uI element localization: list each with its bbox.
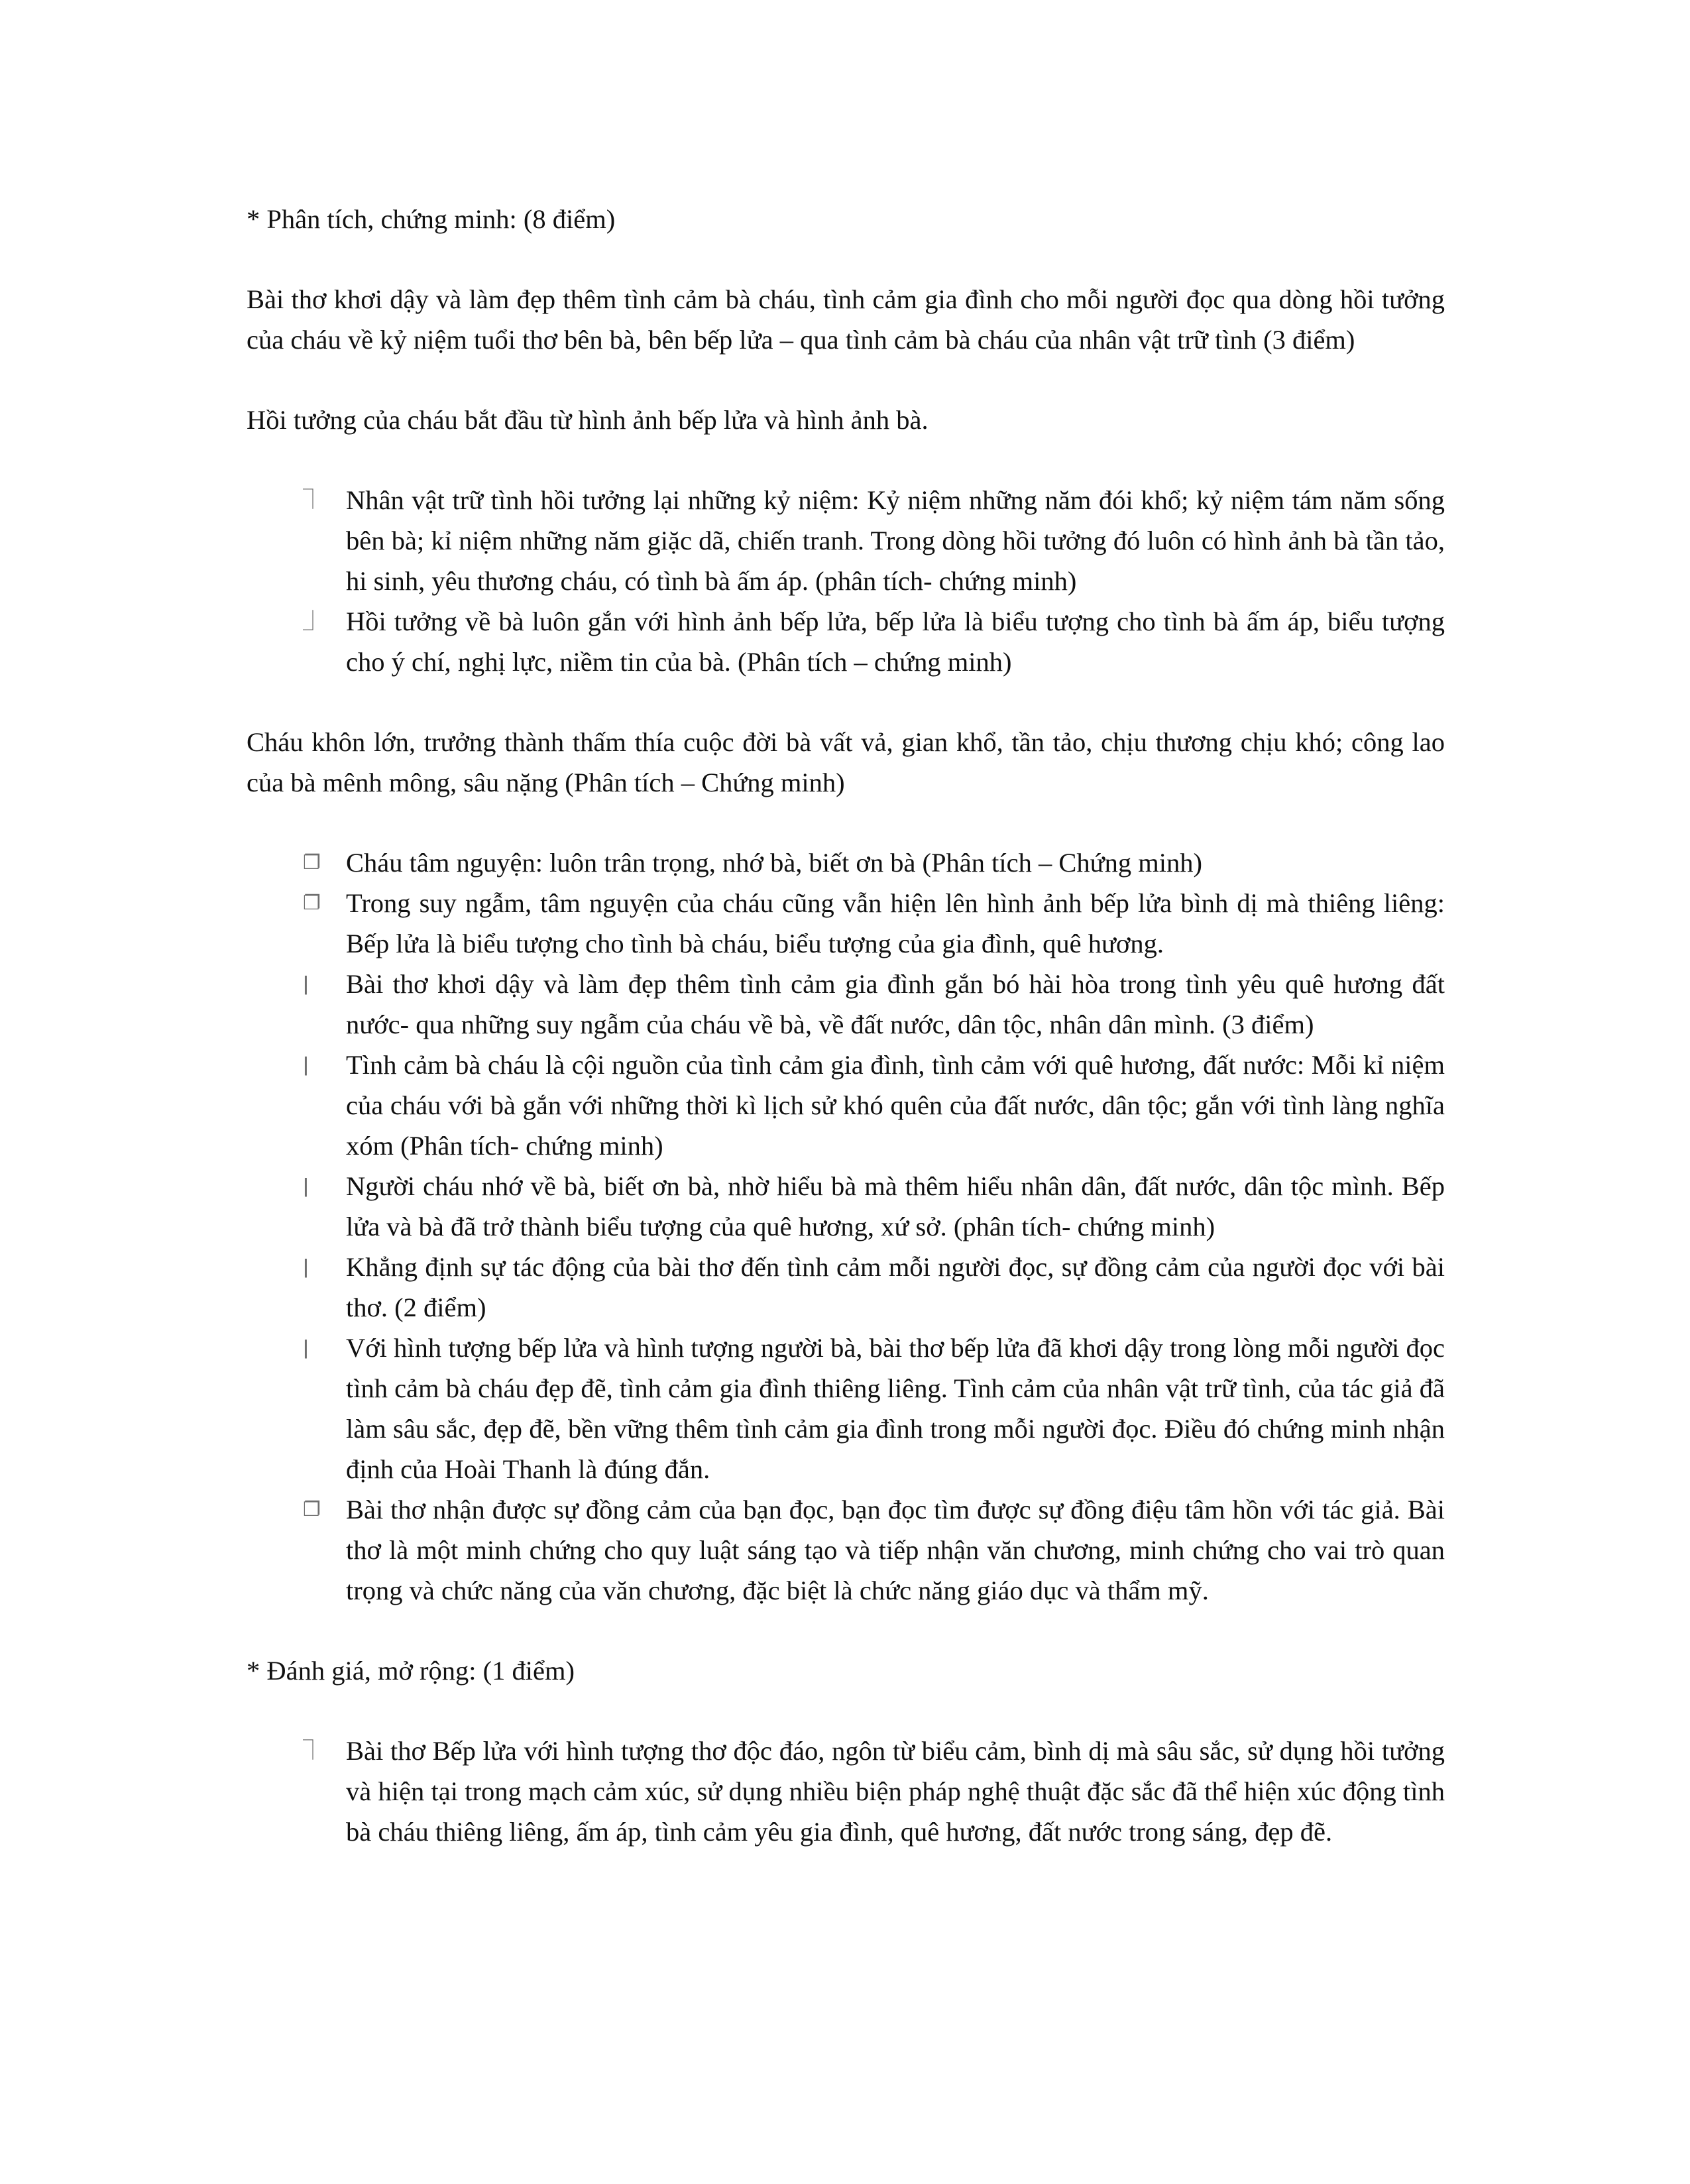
grown-bullet-list — [247, 842, 1445, 1611]
list-item-text: Trong suy ngẫm, tâm nguyện của cháu cũng vẫn hiện lên hình ảnh bếp lửa bình dị mà thiêng liêng: Bếp lửa là biểu tượng cho tình bà cháu, biểu tượng của gia đình, quê hương. — [346, 888, 1445, 958]
list-item — [303, 1489, 1445, 1611]
list-item-text: Bài thơ Bếp lửa với hình tượng thơ độc đáo, ngôn từ biểu cảm, bình dị mà sâu sắc, sử dụng hồi tưởng và hiện tại trong mạch cảm xúc, sử dụng nhiều biện pháp nghệ thuật đặc sắc đã thể hiện xúc động tình bà cháu thiêng liêng, ấm áp, tình cảm yêu gia đình, quê hương, đất nước trong sáng, đẹp đẽ. — [346, 1736, 1445, 1847]
vertical-bar-icon: ǀ — [303, 1255, 309, 1279]
vertical-bar-icon: ǀ — [303, 1336, 309, 1359]
list-item-text: Cháu tâm nguyện: luôn trân trọng, nhớ bà, biết ơn bà (Phân tích – Chứng minh) — [346, 848, 1202, 878]
list-item — [303, 842, 1445, 883]
list-item-text: Hồi tưởng về bà luôn gắn với hình ảnh bếp lửa, bếp lửa là biểu tượng cho tình bà ấm áp, biểu tượng cho ý chí, nghị lực, niềm tin của bà. (Phân tích – chứng minh) — [346, 606, 1445, 677]
recall-intro-paragraph: Hồi tưởng của cháu bắt đầu từ hình ảnh bếp lửa và hình ảnh bà. — [247, 405, 929, 435]
list-item — [303, 1731, 1445, 1852]
vertical-bar-icon: ǀ — [303, 1053, 309, 1076]
analysis-intro-paragraph: Bài thơ khơi dậy và làm đẹp thêm tình cảm bà cháu, tình cảm gia đình cho mỗi người đọc qua dòng hồi tưởng của cháu về kỷ niệm tuổi thơ bên bà, bên bếp lửa – qua tình cảm bà cháu của nhân vật trữ tình (3 điểm) — [247, 284, 1445, 355]
list-item — [303, 1247, 1445, 1328]
open-box-icon: ❐ — [303, 851, 321, 874]
analysis-heading: * Phân tích, chứng minh: (8 điểm) — [247, 204, 616, 234]
recall-bullet-list — [247, 480, 1445, 682]
open-box-icon: ❐ — [303, 1498, 321, 1521]
vertical-bar-icon: ǀ — [303, 1175, 309, 1198]
list-item — [303, 601, 1445, 682]
open-box-icon: ❐ — [303, 891, 321, 915]
evaluation-heading: * Đánh giá, mở rộng: (1 điểm) — [247, 1656, 575, 1686]
list-item-text: Bài thơ nhận được sự đồng cảm của bạn đọc, bạn đọc tìm được sự đồng điệu tâm hồn với tác giả. Bài thơ là một minh chứng cho quy luật sáng tạo và tiếp nhận văn chương, minh chứng cho vai trò quan trọng và chức năng của văn chương, đặc biệt là chức năng giáo dục và thẩm mỹ. — [346, 1495, 1445, 1605]
grown-intro-paragraph: Cháu khôn lớn, trưởng thành thấm thía cuộc đời bà vất vả, gian khổ, tần tảo, chịu thương chịu khó; công lao của bà mênh mông, sâu nặng (Phân tích – Chứng minh) — [247, 727, 1445, 797]
list-item — [303, 1328, 1445, 1489]
list-item-text: Nhân vật trữ tình hồi tưởng lại những kỷ niệm: Kỷ niệm những năm đói khổ; kỷ niệm tám năm sống bên bà; kỉ niệm những năm giặc dã, chiến tranh. Trong dòng hồi tưởng đó luôn có hình ảnh bà tần tảo, hi sinh, yêu thương cháu, có tình bà ấm áp. (phân tích- chứng minh) — [346, 485, 1445, 596]
corner-bracket-top-right-icon: ⏋ — [303, 1739, 323, 1762]
list-item — [303, 883, 1445, 964]
list-item — [303, 480, 1445, 601]
vertical-bar-icon: ǀ — [303, 972, 309, 996]
list-item-text: Người cháu nhớ về bà, biết ơn bà, nhờ hiểu bà mà thêm hiểu nhân dân, đất nước, dân tộc mình. Bếp lửa và bà đã trở thành biểu tượng của quê hương, xứ sở. (phân tích- chứng minh) — [346, 1171, 1445, 1241]
list-item — [303, 964, 1445, 1045]
list-item — [303, 1166, 1445, 1247]
list-item-text: Với hình tượng bếp lửa và hình tượng người bà, bài thơ bếp lửa đã khơi dậy trong lòng mỗi người đọc tình cảm bà cháu đẹp đẽ, tình cảm gia đình thiêng liêng. Tình cảm của nhân vật trữ tình, của tác giả đã làm sâu sắc, đẹp đẽ, bền vững thêm tình cảm gia đình trong mỗi người đọc. Điều đó chứng minh nhận định của Hoài Thanh là đúng đắn. — [346, 1333, 1445, 1484]
document-page — [247, 199, 1445, 1892]
list-item — [303, 1045, 1445, 1166]
list-item-text: Bài thơ khơi dậy và làm đẹp thêm tình cảm gia đình gắn bó hài hòa trong tình yêu quê hương đất nước- qua những suy ngẫm của cháu về bà, về đất nước, dân tộc, nhân dân mình. (3 điểm) — [346, 969, 1445, 1039]
list-item-text: Tình cảm bà cháu là cội nguồn của tình cảm gia đình, tình cảm với quê hương, đất nước: Mỗi kỉ niệm của cháu với bà gắn với những thời kì lịch sử khó quên của đất nước, dân tộc; gắn với tình làng nghĩa xóm (Phân tích- chứng minh) — [346, 1050, 1445, 1161]
corner-bracket-bottom-right-icon: ⏌ — [303, 610, 323, 633]
evaluation-bullet-list — [247, 1731, 1445, 1852]
list-item-text: Khẳng định sự tác động của bài thơ đến tình cảm mỗi người đọc, sự đồng cảm của người đọc với bài thơ. (2 điểm) — [346, 1252, 1445, 1322]
corner-bracket-top-right-icon: ⏋ — [303, 489, 323, 512]
